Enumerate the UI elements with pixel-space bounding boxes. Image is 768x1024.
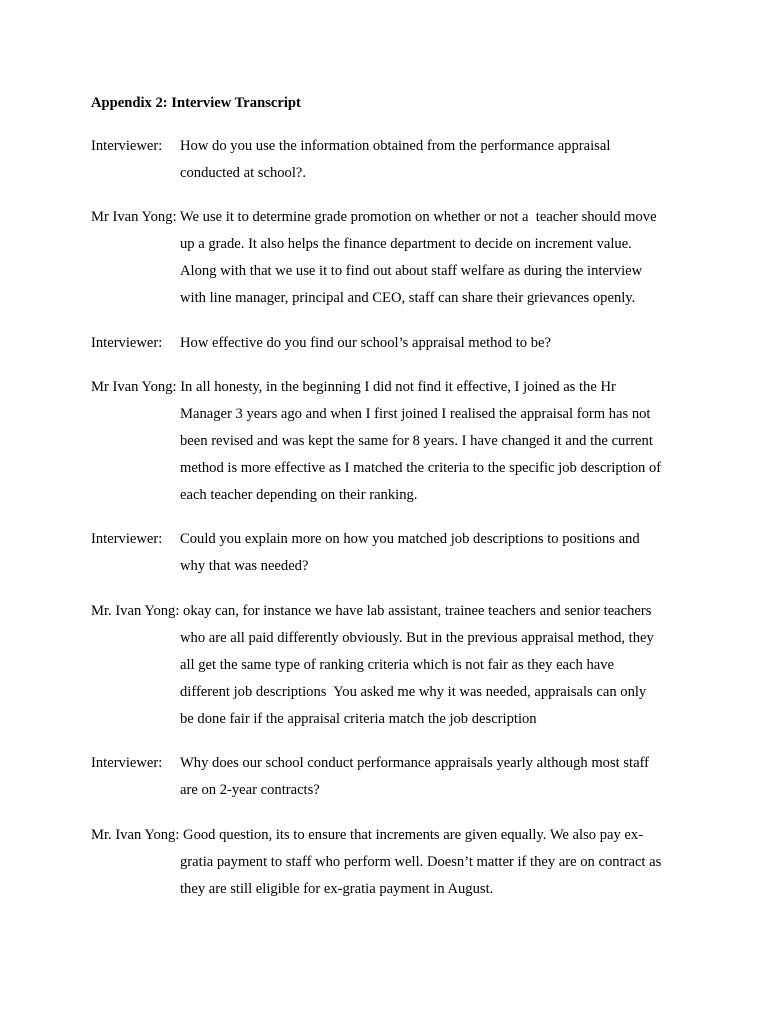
transcript-line: different job descriptions You asked me why it was needed, appraisals can only: [180, 684, 647, 700]
transcript-line: with line manager, principal and CEO, staff can share their grievances openly.: [180, 290, 636, 306]
transcript-line: be done fair if the appraisal criteria match the job description: [180, 711, 537, 727]
transcript-line: Why does our school conduct performance appraisals yearly although most staff: [180, 755, 650, 771]
transcript-line: Mr. Ivan Yong: Good question, its to ensure that increments are given equally. We also pay ex-: [91, 827, 644, 843]
speaker-label: Interviewer:: [91, 531, 163, 547]
transcript-line: they are still eligible for ex-gratia payment in August.: [180, 881, 494, 897]
transcript-line: Manager 3 years ago and when I first joined I realised the appraisal form has not: [180, 406, 651, 422]
speaker-label: Interviewer:: [91, 138, 163, 154]
transcript-line: method is more effective as I matched the criteria to the specific job description of: [180, 460, 662, 476]
transcript-line: who are all paid differently obviously. But in the previous appraisal method, they: [180, 630, 654, 646]
speaker-label: Interviewer:: [91, 755, 163, 771]
transcript-line: all get the same type of ranking criteria which is not fair as they each have: [180, 657, 614, 673]
transcript-line: Mr Ivan Yong: We use it to determine grade promotion on whether or not a teacher should move: [91, 209, 657, 225]
transcript-line: been revised and was kept the same for 8 years. I have changed it and the current: [180, 433, 653, 449]
transcript-line: Mr. Ivan Yong: okay can, for instance we have lab assistant, trainee teachers and senior teachers: [91, 603, 652, 619]
transcript-line: How effective do you find our school’s appraisal method to be?: [180, 335, 551, 351]
transcript-line: each teacher depending on their ranking.: [180, 487, 418, 503]
transcript-line: why that was needed?: [180, 558, 309, 574]
transcript-line: Along with that we use it to find out about staff welfare as during the interview: [180, 263, 643, 279]
transcript-line: up a grade. It also helps the finance department to decide on increment value.: [180, 236, 632, 252]
document-heading: Appendix 2: Interview Transcript: [91, 95, 301, 111]
transcript-line: How do you use the information obtained from the performance appraisal: [180, 138, 611, 154]
transcript-line: Could you explain more on how you matched job descriptions to positions and: [180, 531, 640, 547]
transcript-line: conducted at school?.: [180, 165, 307, 181]
transcript-line: gratia payment to staff who perform well. Doesn’t matter if they are on contract as: [180, 854, 662, 870]
speaker-label: Interviewer:: [91, 335, 163, 351]
transcript-line: are on 2-year contracts?: [180, 782, 320, 798]
transcript-line: Mr Ivan Yong: In all honesty, in the beginning I did not find it effective, I joined as the Hr: [91, 379, 616, 395]
